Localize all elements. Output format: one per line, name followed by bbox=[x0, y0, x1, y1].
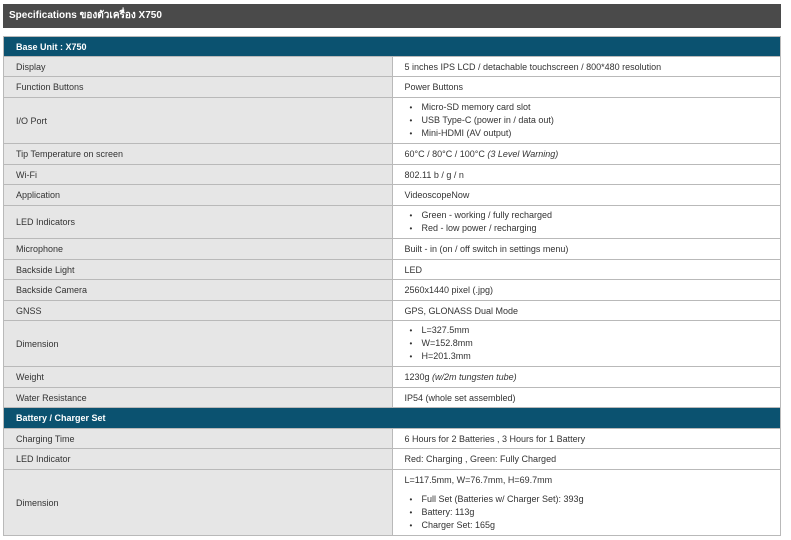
spec-value: Power Buttons bbox=[392, 77, 781, 98]
list-item: • Battery: 113g bbox=[409, 506, 781, 519]
spec-value: 802.11 b / g / n bbox=[392, 165, 781, 185]
section-header-battery-charger: Battery / Charger Set bbox=[4, 408, 781, 429]
page-title: Specifications ของตัวเครื่อง X750 bbox=[3, 4, 781, 28]
spec-label: Tip Temperature on screen bbox=[4, 144, 393, 165]
spec-label: Wi-Fi bbox=[4, 165, 393, 185]
section-header-row bbox=[4, 408, 781, 429]
spec-label: Backside Light bbox=[4, 260, 393, 280]
section-header-base-unit: Base Unit : X750 bbox=[4, 37, 781, 57]
table-row bbox=[4, 470, 781, 536]
list-item: • Full Set (Batteries w/ Charger Set): 393g bbox=[409, 493, 781, 506]
spec-value-text: 1230g bbox=[404, 372, 430, 382]
list-item: • Charger Set: 165g bbox=[409, 519, 781, 532]
list-item: • W=152.8mm bbox=[409, 337, 781, 350]
spec-label: Display bbox=[4, 57, 393, 77]
spec-table bbox=[3, 36, 781, 536]
table-row bbox=[4, 185, 781, 206]
spec-value-text: L=117.5mm, W=76.7mm, H=69.7mm bbox=[404, 474, 553, 485]
spec-value bbox=[392, 144, 781, 165]
spec-label: GNSS bbox=[4, 301, 393, 321]
list-item: • USB Type-C (power in / data out) bbox=[409, 114, 781, 127]
spec-value: Red: Charging , Green: Fully Charged bbox=[392, 449, 781, 470]
list-item: • H=201.3mm bbox=[409, 350, 781, 363]
table-row bbox=[4, 206, 781, 239]
table-row bbox=[4, 260, 781, 280]
table-row bbox=[4, 165, 781, 185]
bullet-list bbox=[405, 209, 781, 235]
table-row bbox=[4, 301, 781, 321]
spec-label: LED Indicators bbox=[4, 206, 393, 239]
table-row bbox=[4, 429, 781, 449]
spec-value: IP54 (whole set assembled) bbox=[392, 388, 781, 408]
table-row bbox=[4, 367, 781, 388]
spec-label: Backside Camera bbox=[4, 280, 393, 301]
table-row bbox=[4, 144, 781, 165]
spec-value: 6 Hours for 2 Batteries , 3 Hours for 1 Battery bbox=[392, 429, 781, 449]
list-item: • Red - low power / recharging bbox=[409, 222, 781, 235]
list-item: • Mini-HDMI (AV output) bbox=[409, 127, 781, 140]
table-row bbox=[4, 388, 781, 408]
spec-label: Application bbox=[4, 185, 393, 206]
spec-value: GPS, GLONASS Dual Mode bbox=[392, 301, 781, 321]
spec-value: 5 inches IPS LCD / detachable touchscreen / 800*480 resolution bbox=[392, 57, 781, 77]
spec-value: 2560x1440 pixel (.jpg) bbox=[392, 280, 781, 301]
spec-value: VideoscopeNow bbox=[392, 185, 781, 206]
spec-value-list bbox=[392, 470, 781, 536]
spec-label: Dimension bbox=[4, 470, 393, 536]
spec-value-note: (w/2m tungsten tube) bbox=[432, 372, 517, 382]
spec-value bbox=[392, 367, 781, 388]
spec-label: Dimension bbox=[4, 321, 393, 367]
spec-value-list bbox=[392, 321, 781, 367]
spec-label: Function Buttons bbox=[4, 77, 393, 98]
bullet-list bbox=[405, 324, 781, 363]
table-row bbox=[4, 449, 781, 470]
table-row bbox=[4, 280, 781, 301]
spec-label: I/O Port bbox=[4, 98, 393, 144]
spec-label: Microphone bbox=[4, 239, 393, 260]
bullet-list bbox=[405, 101, 781, 140]
spec-value: Built - in (on / off switch in settings menu) bbox=[392, 239, 781, 260]
spec-value-list bbox=[392, 206, 781, 239]
section-header-row bbox=[4, 37, 781, 57]
list-item: • Micro-SD memory card slot bbox=[409, 101, 781, 114]
spec-label: Water Resistance bbox=[4, 388, 393, 408]
spec-value-note: (3 Level Warning) bbox=[487, 149, 559, 159]
table-row bbox=[4, 57, 781, 77]
spec-value: LED bbox=[392, 260, 781, 280]
table-row bbox=[4, 98, 781, 144]
spec-value-text: 60°C / 80°C / 100°C bbox=[404, 149, 485, 159]
bullet-list bbox=[405, 493, 781, 532]
spec-value-list bbox=[392, 98, 781, 144]
spec-label: LED Indicator bbox=[4, 449, 393, 470]
table-row bbox=[4, 239, 781, 260]
table-row bbox=[4, 77, 781, 98]
list-item: • L=327.5mm bbox=[409, 324, 781, 337]
spec-label: Weight bbox=[4, 367, 393, 388]
list-item: • Green - working / fully recharged bbox=[409, 209, 781, 222]
table-row bbox=[4, 321, 781, 367]
spec-label: Charging Time bbox=[4, 429, 393, 449]
